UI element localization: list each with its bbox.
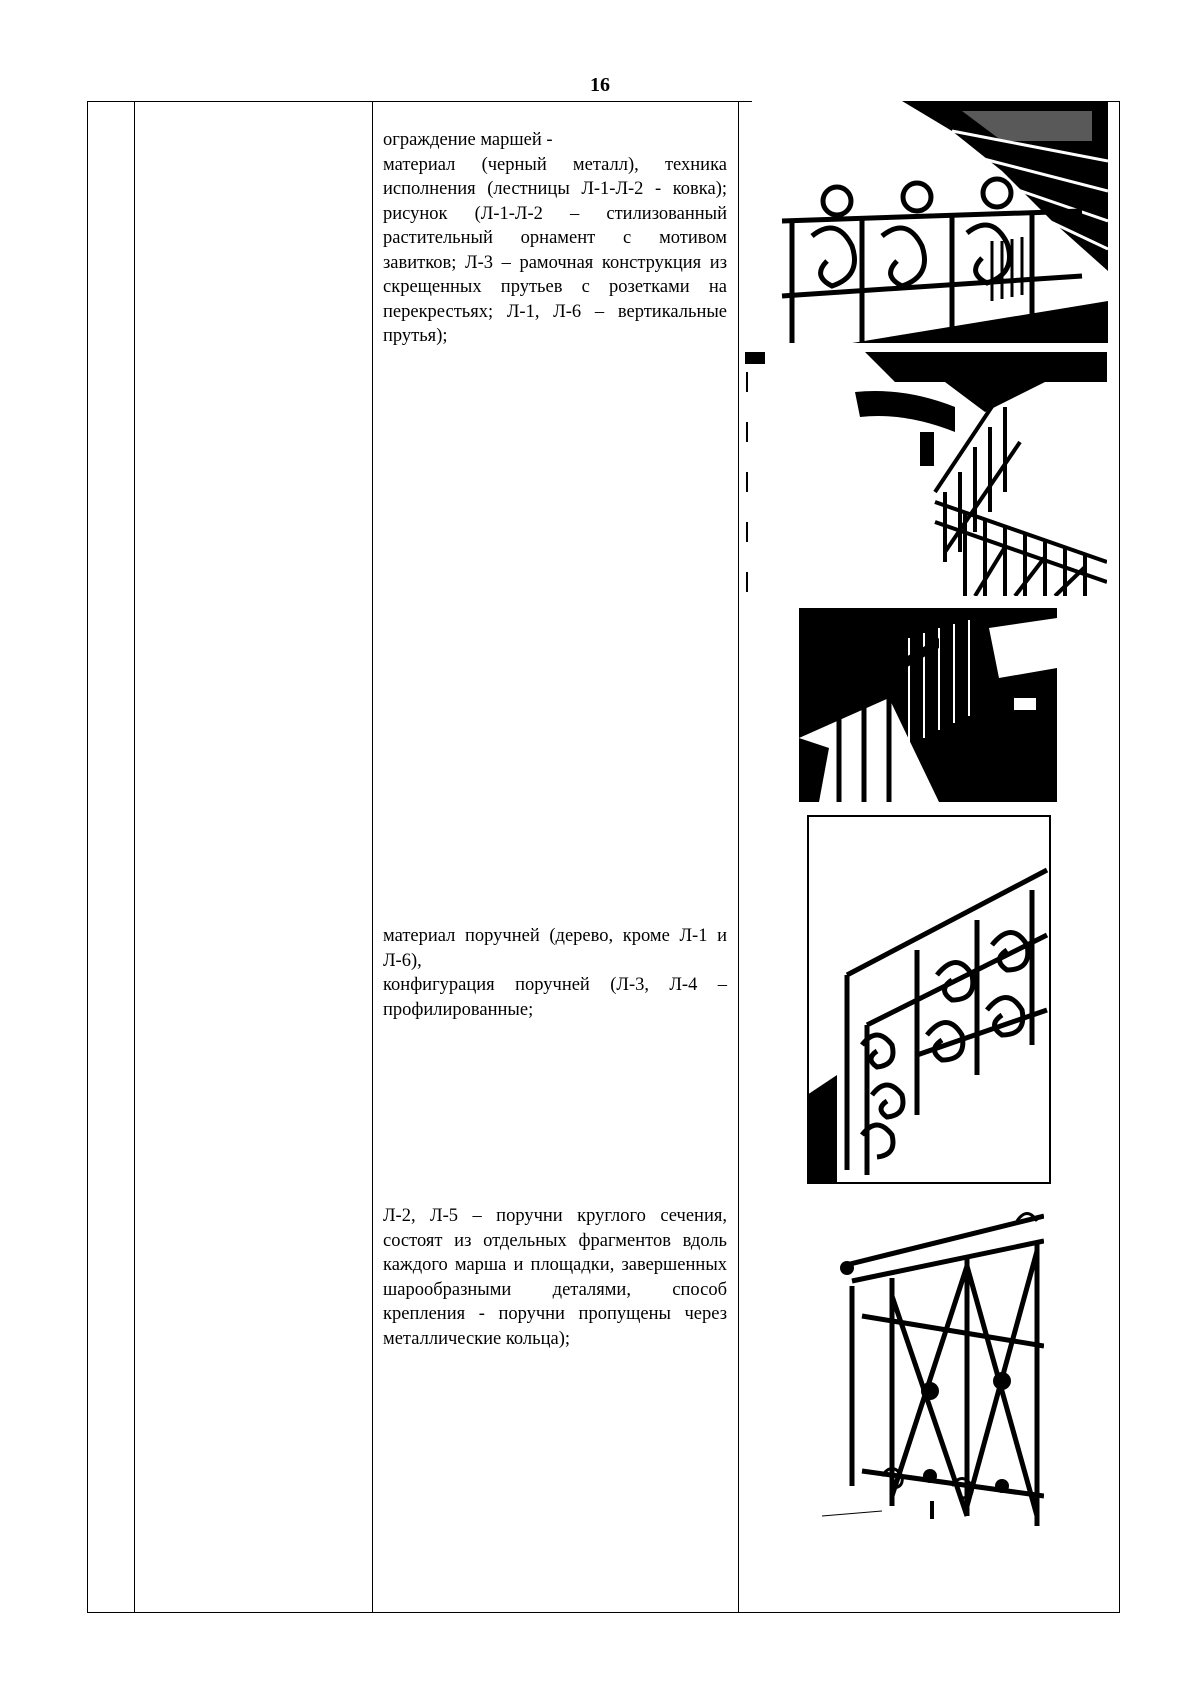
page-number: 16 xyxy=(590,74,610,96)
railing-description xyxy=(383,128,727,349)
railing-scroll-ornament-photo xyxy=(752,101,1108,343)
cross-bar-rosette-railing-photo xyxy=(822,1196,1044,1526)
railing-heading: ограждение маршей - xyxy=(383,130,553,150)
round-handrail-description xyxy=(383,1204,727,1351)
vertical-bar-railing-photo xyxy=(799,608,1057,802)
round-handrail-details: Л-2, Л-5 – поручни круглого сечения, состоят из отдельных фрагментов вдоль каждого марша и площадки, завершенных шарообразными деталями, способ крепления - поручни пропущены через металлические кольца); xyxy=(383,1206,727,1349)
scroll-railing-handrail-photo xyxy=(807,815,1051,1184)
handrail-configuration: конфигурация поручней (Л-3, Л-4 – профилированные; xyxy=(383,975,727,1020)
railing-details: материал (черный металл), техника исполнения (лестницы Л-1-Л-2 - ковка); рисунок (Л-1-Л-2 – стилизованный растительный орнамент с мотивом завитков; Л-3 – рамочная конструкция из скрещенных прутьев с розетками на перекрестьях; Л-1, Л-6 – вертикальные прутья); xyxy=(383,154,727,346)
column-divider-1 xyxy=(134,101,135,1613)
column-divider-3 xyxy=(738,101,739,1613)
handrail-material-description xyxy=(383,924,727,1022)
staircase-turn-railing-photo xyxy=(745,352,1107,596)
handrail-material: материал поручней (дерево, кроме Л-1 и Л-6), xyxy=(383,926,727,971)
column-divider-2 xyxy=(372,101,373,1613)
